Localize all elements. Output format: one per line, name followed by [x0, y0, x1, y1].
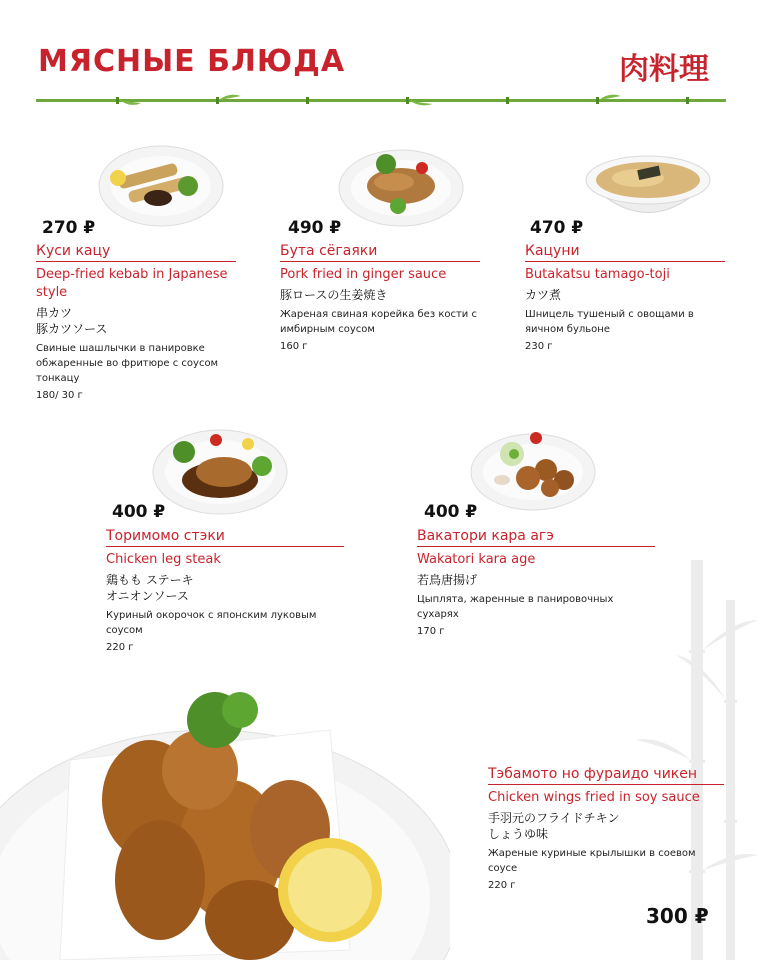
menu-item-torimomo-steak [106, 528, 344, 653]
dish-weight: 220 г [106, 642, 134, 653]
dish-price: 270 ₽ [42, 218, 96, 238]
dish-name: Тэбамото но фураидо чикен [488, 766, 724, 785]
dish-price: 490 ₽ [288, 218, 342, 238]
menu-item-katsuni [525, 243, 725, 352]
dish-description: Куриный окорочок с японским луковым соусом [106, 610, 317, 636]
dish-price: 470 ₽ [530, 218, 584, 238]
dish-price: 300 ₽ [646, 904, 709, 928]
dish-description: Шницель тушеный с овощами в яичном бульоне [525, 309, 694, 335]
dish-weight: 170 г [417, 626, 445, 637]
dish-photo-tebamoto-fried-chicken [0, 650, 450, 960]
dish-name-english: Chicken wings fried in soy sauce [488, 790, 700, 805]
dish-weight: 160 г [280, 341, 308, 352]
dish-name: Бута сёгаяки [280, 243, 480, 262]
menu-item-buta-shogayaki [280, 243, 480, 352]
dish-photo-kushi-katsu [96, 140, 226, 230]
dish-price: 400 ₽ [424, 502, 478, 522]
dish-weight: 220 г [488, 880, 516, 891]
dish-description: Жареная свиная корейка без кости с имбирным соусом [280, 309, 477, 335]
dish-name-japanese: 若鳥唐揚げ [417, 573, 478, 587]
dish-photo-katsuni [582, 150, 714, 230]
dish-name-japanese: カツ煮 [525, 288, 562, 302]
dish-name-english: Deep-fried kebab in Japanese style [36, 267, 228, 300]
page-title: МЯСНЫЕ БЛЮДА [38, 44, 346, 79]
dish-name: Кацуни [525, 243, 725, 262]
dish-name-english: Wakatori kara age [417, 552, 536, 567]
dish-name-japanese: 豚ロースの生姜焼き [280, 288, 388, 302]
dish-weight: 230 г [525, 341, 553, 352]
dish-weight: 180/ 30 г [36, 390, 83, 401]
dish-name-english: Butakatsu tamago-toji [525, 267, 670, 282]
dish-description: Жареные куриные крылышки в соевом соусе [488, 848, 696, 874]
dish-name: Куси кацу [36, 243, 236, 262]
dish-name-japanese: 鶏もも ステーキ オニオンソース [106, 573, 194, 603]
dish-description: Цыплята, жаренные в панировочных сухарях [417, 594, 614, 620]
dish-name-japanese: 手羽元のフライドチキン しょうゆ味 [488, 811, 620, 841]
dish-price: 400 ₽ [112, 502, 166, 522]
dish-photo-wakatori-karaage [468, 424, 598, 514]
dish-name-english: Chicken leg steak [106, 552, 221, 567]
dish-name-english: Pork fried in ginger sauce [280, 267, 447, 282]
bamboo-divider [36, 94, 726, 108]
dish-description: Свиные шашлычки в панировке обжаренные во фритюре с соусом тонкацу [36, 343, 219, 384]
dish-name: Торимомо стэки [106, 528, 344, 547]
menu-item-kushi-katsu [36, 243, 236, 401]
page-title-japanese: 肉料理 [619, 52, 709, 87]
dish-name-japanese: 串カツ 豚カツソース [36, 306, 108, 336]
dish-photo-torimomo-steak [150, 422, 290, 518]
menu-item-tebamoto-fried-chicken [488, 766, 724, 891]
menu-item-wakatori-karaage [417, 528, 655, 637]
dish-photo-buta-shogayaki [336, 140, 466, 230]
dish-name: Вакатори кара агэ [417, 528, 655, 547]
